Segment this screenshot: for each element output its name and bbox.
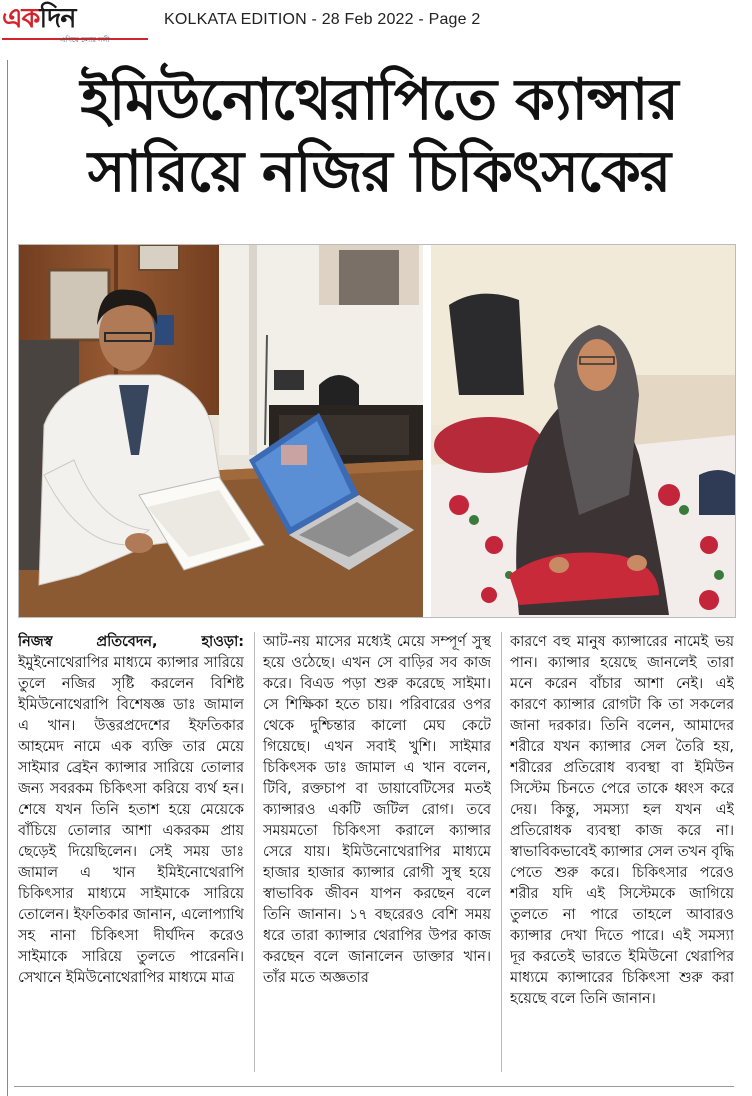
logo-tagline: এগিয়ে চলার সঙ্গী — [60, 36, 110, 44]
column-divider — [254, 632, 255, 1072]
photo-patient — [431, 245, 735, 617]
masthead — [0, 0, 752, 46]
column-1-text: ইমুইনোথেরাপির মাধ্যমে ক্যান্সার সারিয়ে তুলে নজির সৃষ্টি করলেন বিশিষ্ট ইমিউনোথেরাপি বিশেষজ্ঞ ডাঃ জামাল এ খান। উত্তরপ্রদেশের ইফতিকার আহমেদ নামে এক ব্যক্তি তার মেয়ে সাইমার ব্রেইন ক্যান্সার সারিয়ে তোলার জন্য সবরকম চিকিৎসা করিয়ে ব্যর্থ হন। শেষে যখন তিনি হতাশ হয়ে মেয়েকে বাঁচিয়ে তোলার আশা একরকম প্রায় ছেড়েই দিয়েছিলেন। সেই সময় ডাঃ জামাল এ খান ইমিইনোথেরাপি চিকিৎসার মাধ্যমে সাইমাকে সারিয়ে তোলেন। ইফতিকার জানান, এলোপ্যাথি সহ নানা চিকিৎসা দীর্ঘদিন করেও সাইমাকে সারিয়ে তুলতে পারেননি। সেখানে ইমিউনোথেরাপির মাধ্যমে মাত্র — [18, 655, 244, 986]
logo-wordmark — [2, 4, 75, 34]
headline-line-2: সারিয়ে নজির চিকিৎসকের — [87, 139, 671, 205]
logo-part-black: দিন — [39, 3, 76, 34]
article-photo[interactable] — [18, 244, 736, 618]
article-column-2 — [263, 632, 491, 1072]
column-3-text: কারণে বহু মানুষ ক্যান্সারের নামেই ভয় পান। ক্যান্সার হয়েছে জানলেই তারা মনে করেন বাঁচার আশা নেই। এই কারণে ক্যান্সার রোগটা কি তা সকলের জানা দরকার। তিনি বলেন, আমাদের শরীরে যখন ক্যান্সার সেল তৈরি হয়, শরীরের প্রতিরোধ ব্যবস্থা বা ইমিউন সিস্টেম চিনতে পেরে তাকে ধ্বংস করে দেয়। কিন্তু, সমস্যা হল যখন এই প্রতিরোধক ব্যবস্থা কাজ করে না। স্বাভাবিকভাবেই ক্যান্সার সেল তখন বৃদ্ধি পেতে শুরু করে। চিকিৎসার পরেও শরীর যদি এই সিস্টেমকে জাগিয়ে তুলতে না পারে তাহলে আবারও ক্যান্সার দেখা দিতে পারে। এই সমস্যা দূর করতেই ভারতে ইমিউনো থেরাপির মাধ্যমে ক্যান্সারের চিকিৎসা শুরু করা হয়েছে বলে তিনি জানান। — [510, 634, 734, 1007]
logo-part-red: এক — [2, 3, 40, 34]
photo-doctor — [19, 245, 423, 617]
page-left-rule — [7, 60, 8, 1096]
headline-line-1: ইমিউনোথেরাপিতে ক্যান্সার — [80, 67, 678, 133]
column-2-text: আট-নয় মাসের মধ্যেই মেয়ে সম্পূর্ণ সুস্থ হয়ে ওঠেছে। এখন সে বাড়ির সব কাজ করে। বিএড পড়া শুরু করেছে সাইমা। সে শিক্ষিকা হতে চায়। পরিবারের ওপর থেকে দুশ্চিন্তার কালো মেঘ কেটে গিয়েছে। এখন সবাই খুশি। সাইমার চিকিৎসক ডাঃ জামাল এ খান বলেন, টিবি, রক্তচাপ বা ডায়াবেটিসের মতই ক্যান্সারও একটি জটিল রোগ। তবে সময়মতো চিকিৎসা করালে ক্যান্সার সেরে যায়। ইমিউনোথেরাপির মাধ্যমে হাজার হাজার ক্যান্সার রোগী সুস্থ হয়ে স্বাভাবিক জীবন যাপন করছেন বলে তিনি জানান। ১৭ বছরেরও বেশি সময় ধরে তারা ক্যান্সার থেরাপির উপর কাজ করছেন বলে জানালেন ডাক্তার খান। তাঁর মতে অজ্ঞতার — [263, 634, 491, 986]
article-body — [18, 632, 734, 1072]
edition-info: KOLKATA EDITION - 28 Feb 2022 - Page 2 — [164, 11, 481, 28]
article-column-1 — [18, 632, 244, 1072]
article-column-3 — [510, 632, 734, 1072]
headline — [14, 64, 744, 208]
bottom-rule — [14, 1086, 734, 1087]
dateline: নিজস্ব প্রতিবেদন, হাওড়া: — [18, 634, 244, 650]
column-divider — [501, 632, 502, 1072]
newspaper-logo[interactable] — [2, 4, 152, 42]
